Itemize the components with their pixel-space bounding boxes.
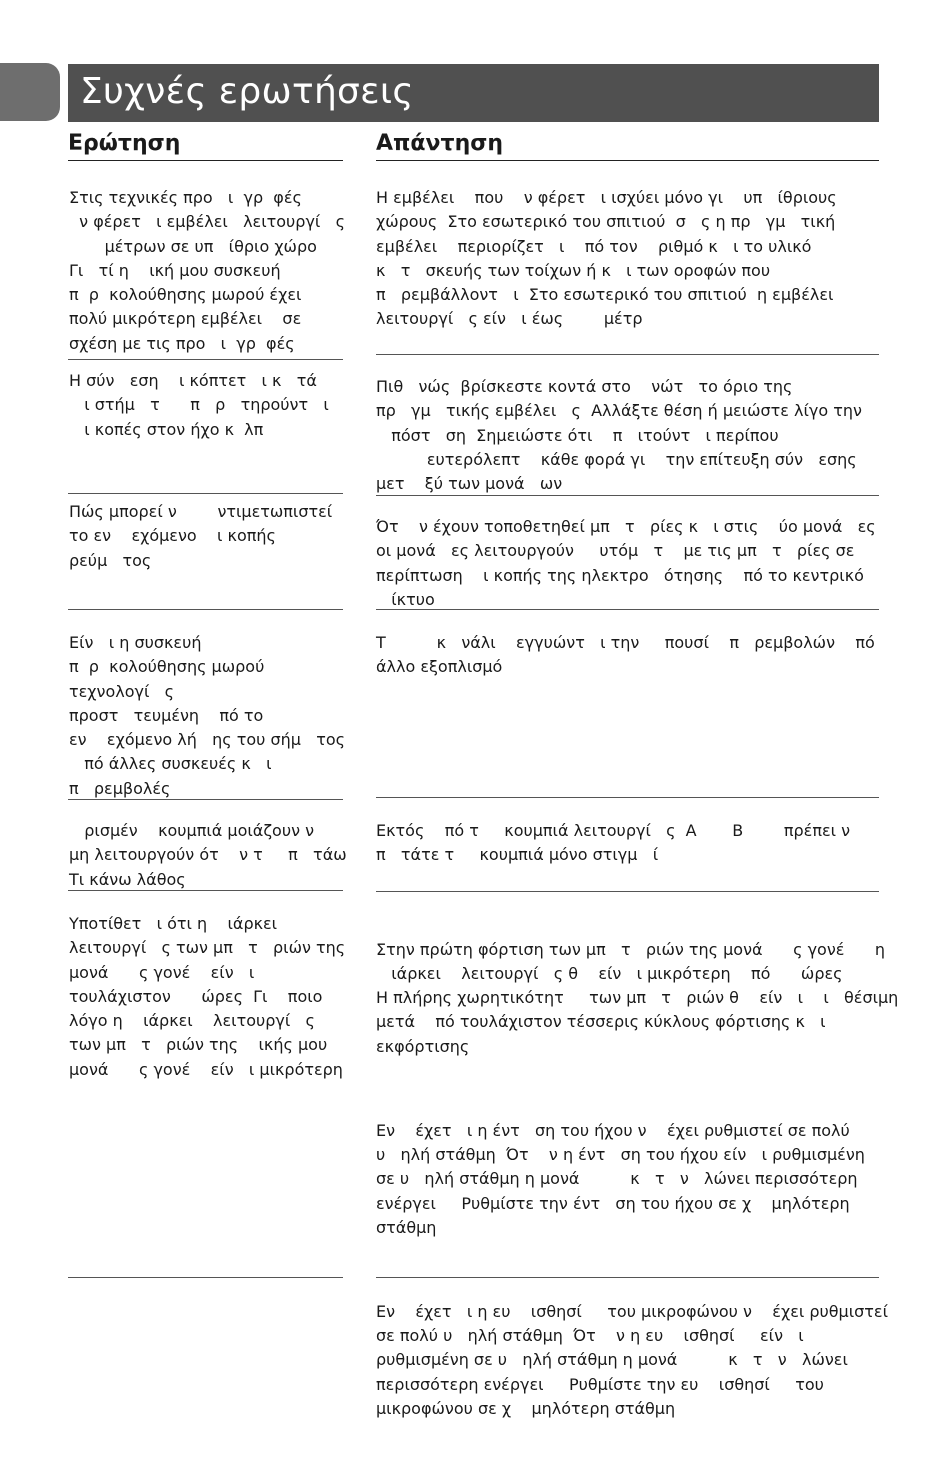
faq-answer-paragraph: Εν έχετ ι η έντ ση του ήχου ν έχει ρυθμιστεί σε πολύ υ ηλή στάθμη Ότ ν η έντ ση του ήχου είν ι ρυθμισμένη σε υ ηλή στάθμη η μονά κ τ ν λώνει περισσότερη ενέργει Ρυθμίστε την έντ ση του ήχου σε χ μηλότερη στάθμη bbox=[376, 1120, 865, 1237]
row-divider bbox=[68, 799, 343, 800]
row-divider bbox=[68, 1277, 343, 1278]
question-column-header: Ερώτηση bbox=[68, 128, 343, 161]
faq-answer: Τ κ νάλι εγγυώντ ι την πουσί π ρεμβολών πό άλλο εξοπλισμό bbox=[376, 633, 875, 677]
row-divider bbox=[376, 495, 879, 496]
faq-answer: Πιθ νώς βρίσκεστε κοντά στο νώτ το όριο της πρ γμ τικής εμβέλει ς Αλλάξτε θέση ή μειώστε λίγο την πόστ ση Σημειώστε ότι π ιτούντ ι περίπου ευτερόλεπτ κάθε φορά γι την επίτευξη σύν εσης μετ ξύ των μονά ων bbox=[376, 377, 862, 494]
row-divider bbox=[376, 797, 879, 798]
section-tab bbox=[0, 63, 60, 121]
faq-answer: Εκτός πό τ κουμπιά λειτουργί ς Α Β πρέπει ν π τάτε τ κουμπιά μόνο στιγμ ί bbox=[376, 821, 851, 865]
answer-column-header: Απάντηση bbox=[376, 128, 879, 161]
row-divider bbox=[376, 1277, 879, 1278]
faq-answer: Η εμβέλει που ν φέρετ ι ισχύει μόνο γι υπ ίθριους χώρους Στο εσωτερικό του σπιτιού σ ς η πρ γμ τική εμβέλει περιορίζετ ι πό τον ριθμό κ ι το υλικό κ τ σκευής των τοίχων ή κ ι των οροφών που π ρεμβάλλοντ ι Στο εσωτερικό του σπιτιού η εμβέλει λειτουργί ς είν ι έως μέτρ bbox=[376, 188, 837, 329]
faq-question: Υποτίθετ ι ότι η ιάρκει λειτουργί ς των μπ τ ριών της μονά ς γονέ είν ι τουλάχιστον ώρες Γι ποιο λόγο η ιάρκει λειτουργί ς των μπ τ ριών της ικής μου μονά ς γονέ είν ι μικρότερη bbox=[69, 914, 346, 1079]
faq-answer-group bbox=[376, 889, 898, 1457]
row-divider bbox=[68, 890, 343, 891]
row-divider bbox=[376, 354, 879, 355]
faq-question: Πώς μπορεί ν ντιμετωπιστεί το εν εχόμενο ι κοπής ρεύμ τος bbox=[69, 502, 333, 570]
title-banner bbox=[68, 64, 879, 122]
page-title: Συχνές ερωτήσεις bbox=[80, 71, 414, 112]
faq-question: ρισμέν κουμπιά μοιάζουν ν μη λειτουργούν ότ ν τ π τάω Τι κάνω λάθος bbox=[69, 821, 347, 889]
row-divider bbox=[68, 493, 343, 494]
faq-question: Στις τεχνικές προ ι γρ φές ν φέρετ ι εμβέλει λειτουργί ς μέτρων σε υπ ίθριο χώρο Γι τί η ική μου συσκευή π ρ κολούθησης μωρού έχει πολύ μικρότερη εμβέλει σε σχέση με τις προ ι γρ φές bbox=[69, 188, 345, 353]
faq-answer-paragraph: Στην πρώτη φόρτιση των μπ τ ριών της μονά ς γονέ η ιάρκει λειτουργί ς θ είν ι μικρότερη πό ώρες Η πλήρης χωρητικότητ των μπ τ ριών θ είν ι ι θέσιμη μετά πό τουλάχιστον τέσσερις κύκλους φόρτισης κ ι εκφόρτισης bbox=[376, 939, 899, 1056]
faq-answer: Ότ ν έχουν τοποθετηθεί μπ τ ρίες κ ι στις ύο μονά ες οι μονά ες λειτουργούν υτόμ τ με τις μπ τ ρίες σε περίπτωση ι κοπής της ηλεκτρο ότησης πό το κεντρικό ίκτυο bbox=[376, 517, 876, 609]
faq-question: Είν ι η συσκευή π ρ κολούθησης μωρού τεχνολογί ς προστ τευμένη πό το εν εχόμενο λή ης του σήμ τος πό άλλες συσκευές κ ι π ρεμβολές bbox=[69, 633, 346, 798]
row-divider bbox=[68, 359, 343, 360]
faq-question: Η σύν εση ι κόπτετ ι κ τά ι στήμ τ π ρ τηρούντ ι ι κοπές στον ήχο κ λπ bbox=[69, 371, 329, 439]
row-divider bbox=[376, 609, 879, 610]
row-divider bbox=[68, 609, 343, 610]
faq-answer-paragraph: Εν έχετ ι η ευ ισθησί του μικροφώνου ν έχει ρυθμιστεί σε πολύ υ ηλή στάθμη Ότ ν η ευ ισθησί είν ι ρυθμισμένη σε υ ηλή στάθμη η μονά κ τ ν λώνει περισσότερη ενέργει Ρυθμίστε την ευ ισθησί του μικροφώνου σε χ μηλότερη στάθμη bbox=[376, 1301, 888, 1418]
